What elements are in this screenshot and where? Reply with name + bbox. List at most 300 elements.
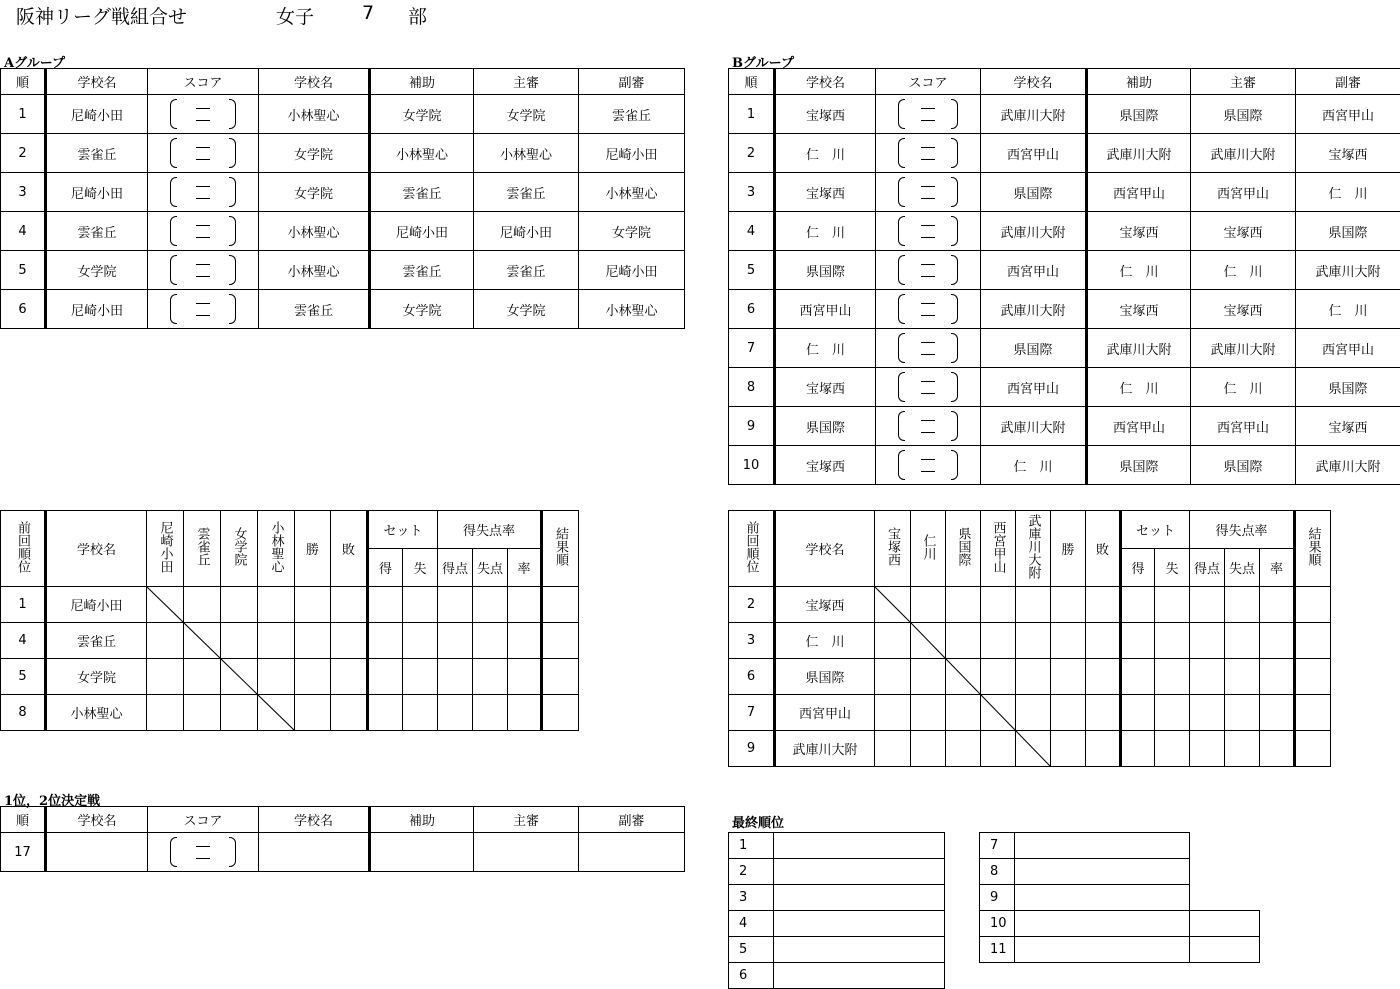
opponent-header-text: 西宮甲山 <box>990 520 1006 573</box>
opponent-header <box>911 511 946 587</box>
points-against-header: 失点 <box>1225 549 1260 587</box>
win-cell[interactable] <box>295 659 331 695</box>
prev-rank-cell: 6 <box>729 659 775 695</box>
team1-cell: 尼崎小田 <box>46 95 148 134</box>
score-cell[interactable] <box>876 251 981 290</box>
standings-row <box>1 695 579 731</box>
team2-cell[interactable] <box>259 833 370 872</box>
diagonal-cell <box>147 587 184 623</box>
final-match-table <box>0 806 685 872</box>
set-lost-header: 失 <box>403 549 438 587</box>
opponent-header <box>147 511 184 587</box>
rank-row <box>729 963 945 989</box>
diagonal-cell <box>221 659 258 695</box>
division-suffix: 部 <box>408 6 428 28</box>
sub-referee-cell: 小林聖心 <box>579 173 685 212</box>
col-sub-referee: 副審 <box>579 69 685 95</box>
points-for-cell[interactable] <box>1190 695 1225 731</box>
diagonal-cell <box>184 623 221 659</box>
set-won-cell[interactable] <box>368 695 403 731</box>
result-cell[interactable] <box>911 659 946 695</box>
set-won-header: 得 <box>1121 549 1155 587</box>
score-cell[interactable] <box>148 251 259 290</box>
diagonal-cell <box>911 623 946 659</box>
assist-cell: 小林聖心 <box>370 134 474 173</box>
opponent-header <box>875 511 911 587</box>
page-title: 阪神リーグ戦組合せ <box>16 6 188 28</box>
rank-school-cell[interactable] <box>774 859 945 885</box>
score-cell[interactable] <box>876 173 981 212</box>
result-cell[interactable] <box>911 587 946 623</box>
col-school: 学校名 <box>46 69 148 95</box>
diagonal-line <box>147 587 183 622</box>
col-assist: 補助 <box>1087 69 1191 95</box>
diagonal-cell <box>1016 731 1051 767</box>
ratio-cell[interactable] <box>1260 695 1295 731</box>
result-cell[interactable] <box>946 731 981 767</box>
col-school: 学校名 <box>46 807 148 833</box>
set-header: セット <box>368 511 438 549</box>
score-cell[interactable] <box>876 329 981 368</box>
match-row <box>729 407 1400 446</box>
opponent-header <box>184 511 221 587</box>
result-cell[interactable] <box>981 587 1016 623</box>
points-for-cell[interactable] <box>438 623 473 659</box>
school-cell: 女学院 <box>46 659 147 695</box>
final-match-label: 1位，2位決定戦 <box>4 794 101 809</box>
score-cell[interactable] <box>876 212 981 251</box>
final-order-cell[interactable] <box>542 587 579 623</box>
rank-row <box>729 833 945 859</box>
loss-header: 敗 <box>1086 511 1121 587</box>
result-cell[interactable] <box>184 587 221 623</box>
sub-referee-cell: 仁 川 <box>1296 290 1400 329</box>
set-lost-cell[interactable] <box>1155 623 1190 659</box>
final-order-cell[interactable] <box>542 623 579 659</box>
points-against-cell[interactable] <box>1225 623 1260 659</box>
rank-number: 1 <box>729 833 774 859</box>
points-for-cell[interactable] <box>1190 731 1225 767</box>
school-header: 学校名 <box>775 511 875 587</box>
loss-cell[interactable] <box>331 623 368 659</box>
division-number: 7 <box>362 2 375 24</box>
team1-cell: 県国際 <box>775 251 876 290</box>
result-cell[interactable] <box>981 623 1016 659</box>
set-lost-cell[interactable] <box>1155 695 1190 731</box>
result-header <box>1295 511 1331 587</box>
set-won-cell[interactable] <box>1121 731 1155 767</box>
team1-cell: 雲雀丘 <box>46 134 148 173</box>
referee-cell: 女学院 <box>474 290 579 329</box>
loss-cell[interactable] <box>1086 659 1121 695</box>
rank-school-cell[interactable] <box>1015 885 1190 911</box>
match-number: 2 <box>729 134 775 173</box>
team2-cell: 武庫川大附 <box>981 407 1087 446</box>
result-cell[interactable] <box>258 623 295 659</box>
match-row <box>1 251 685 290</box>
col-assist: 補助 <box>370 69 474 95</box>
score-cell[interactable] <box>148 290 259 329</box>
referee-cell: 宝塚西 <box>1191 212 1296 251</box>
match-row <box>729 173 1400 212</box>
team2-cell: 小林聖心 <box>259 95 370 134</box>
score-cell[interactable] <box>876 134 981 173</box>
assist-cell: 女学院 <box>370 290 474 329</box>
diagonal-line <box>911 623 945 658</box>
result-cell[interactable] <box>258 587 295 623</box>
set-lost-cell[interactable] <box>1155 731 1190 767</box>
result-cell[interactable] <box>946 623 981 659</box>
result-cell[interactable] <box>221 587 258 623</box>
result-cell[interactable] <box>875 731 911 767</box>
referee-cell: 小林聖心 <box>474 134 579 173</box>
standings-row <box>729 695 1331 731</box>
standings-row <box>729 731 1331 767</box>
match-number: 1 <box>1 95 46 134</box>
opponent-header <box>946 511 981 587</box>
result-cell[interactable] <box>1016 623 1051 659</box>
rank-extra-cell[interactable] <box>1190 937 1260 963</box>
team2-cell: 武庫川大附 <box>981 95 1087 134</box>
final-order-cell[interactable] <box>542 659 579 695</box>
standings-row <box>729 623 1331 659</box>
sub-referee-cell: 西宮甲山 <box>1296 95 1400 134</box>
referee-cell: 雲雀丘 <box>474 251 579 290</box>
prev-rank-cell: 4 <box>1 623 46 659</box>
set-lost-cell[interactable] <box>403 659 438 695</box>
final-ranking-left <box>728 832 945 989</box>
sub-referee-cell: 県国際 <box>1296 368 1400 407</box>
result-cell[interactable] <box>147 623 184 659</box>
loss-cell[interactable] <box>331 659 368 695</box>
loss-header: 敗 <box>331 511 368 587</box>
referee-cell: 雲雀丘 <box>474 173 579 212</box>
set-won-cell[interactable] <box>1121 695 1155 731</box>
result-cell[interactable] <box>911 695 946 731</box>
rank-school-cell[interactable] <box>1015 859 1190 885</box>
match-row <box>729 95 1400 134</box>
score-cell[interactable] <box>148 833 259 872</box>
rank-extra-cell[interactable] <box>1190 833 1260 859</box>
result-cell[interactable] <box>184 695 221 731</box>
referee-cell: 西宮甲山 <box>1191 407 1296 446</box>
team1-cell: 尼崎小田 <box>46 290 148 329</box>
win-cell[interactable] <box>1051 659 1086 695</box>
loss-cell[interactable] <box>1086 731 1121 767</box>
result-cell[interactable] <box>258 659 295 695</box>
set-lost-cell[interactable] <box>403 623 438 659</box>
win-cell[interactable] <box>295 587 331 623</box>
result-cell[interactable] <box>221 623 258 659</box>
team1-cell: 西宮甲山 <box>775 290 876 329</box>
team1-cell: 雲雀丘 <box>46 212 148 251</box>
match-number: 8 <box>729 368 775 407</box>
win-cell[interactable] <box>1051 623 1086 659</box>
score-cell[interactable] <box>148 212 259 251</box>
score-cell[interactable] <box>876 446 981 485</box>
match-number: 9 <box>729 407 775 446</box>
rank-school-cell[interactable] <box>774 833 945 859</box>
ratio-cell[interactable] <box>1260 659 1295 695</box>
win-cell[interactable] <box>295 695 331 731</box>
prev-rank-cell: 1 <box>1 587 46 623</box>
rank-number: 5 <box>729 937 774 963</box>
points-against-cell[interactable] <box>473 659 508 695</box>
final-order-cell[interactable] <box>1295 731 1331 767</box>
rank-row <box>980 859 1260 885</box>
points-against-cell[interactable] <box>473 623 508 659</box>
score-cell[interactable] <box>876 95 981 134</box>
referee-cell[interactable] <box>474 833 579 872</box>
set-lost-cell[interactable] <box>1155 587 1190 623</box>
assist-cell: 仁 川 <box>1087 368 1191 407</box>
result-cell[interactable] <box>875 623 911 659</box>
sub-referee-cell: 宝塚西 <box>1296 407 1400 446</box>
sub-referee-cell: 西宮甲山 <box>1296 329 1400 368</box>
assist-cell: 女学院 <box>370 95 474 134</box>
result-cell[interactable] <box>981 731 1016 767</box>
assist-cell: 尼崎小田 <box>370 212 474 251</box>
rank-row <box>980 911 1260 937</box>
final-order-cell[interactable] <box>1295 623 1331 659</box>
win-header: 勝 <box>1051 511 1086 587</box>
result-header-text: 結果順 <box>553 527 569 566</box>
rank-extra-cell[interactable] <box>1190 859 1260 885</box>
assist-cell: 県国際 <box>1087 446 1191 485</box>
win-cell[interactable] <box>1051 695 1086 731</box>
sub-referee-cell: 女学院 <box>579 212 685 251</box>
prev-rank-cell: 8 <box>1 695 46 731</box>
score-cell[interactable] <box>148 95 259 134</box>
col-referee: 主審 <box>474 69 579 95</box>
result-cell[interactable] <box>981 659 1016 695</box>
rank-extra-cell[interactable] <box>1190 885 1260 911</box>
standings-row <box>729 659 1331 695</box>
win-cell[interactable] <box>295 623 331 659</box>
match-number: 4 <box>1 212 46 251</box>
standings-row <box>729 587 1331 623</box>
ratio-cell[interactable] <box>508 695 542 731</box>
result-cell[interactable] <box>1016 695 1051 731</box>
rank-row <box>980 885 1260 911</box>
points-for-cell[interactable] <box>438 587 473 623</box>
set-won-cell[interactable] <box>368 659 403 695</box>
points-against-cell[interactable] <box>473 587 508 623</box>
set-won-cell[interactable] <box>368 623 403 659</box>
final-order-cell[interactable] <box>1295 695 1331 731</box>
assist-cell[interactable] <box>370 833 474 872</box>
set-lost-cell[interactable] <box>403 587 438 623</box>
set-header: セット <box>1121 511 1190 549</box>
team1-cell: 仁 川 <box>775 212 876 251</box>
match-number: 10 <box>729 446 775 485</box>
col-score: スコア <box>148 69 259 95</box>
result-cell[interactable] <box>1016 659 1051 695</box>
opponent-header <box>1016 511 1051 587</box>
set-won-cell[interactable] <box>1121 623 1155 659</box>
rank-row <box>729 937 945 963</box>
opponent-header-text: 尼崎小田 <box>157 520 173 573</box>
points-against-cell[interactable] <box>1225 731 1260 767</box>
assist-cell: 宝塚西 <box>1087 212 1191 251</box>
result-cell[interactable] <box>946 695 981 731</box>
team1-cell: 宝塚西 <box>775 95 876 134</box>
diagonal-cell <box>981 695 1016 731</box>
sub-referee-cell[interactable] <box>579 833 685 872</box>
points-for-cell[interactable] <box>438 659 473 695</box>
diagonal-line <box>875 587 910 622</box>
opponent-header-text: 女学院 <box>231 527 247 566</box>
match-row <box>1 290 685 329</box>
win-cell[interactable] <box>1051 731 1086 767</box>
win-header: 勝 <box>295 511 331 587</box>
rank-school-cell[interactable] <box>774 885 945 911</box>
rank-school-cell[interactable] <box>774 911 945 937</box>
rank-school-cell[interactable] <box>1015 833 1190 859</box>
score-cell[interactable] <box>876 368 981 407</box>
ratio-cell[interactable] <box>1260 623 1295 659</box>
match-number: 6 <box>729 290 775 329</box>
ratio-cell[interactable] <box>1260 731 1295 767</box>
result-cell[interactable] <box>184 659 221 695</box>
team1-cell[interactable] <box>46 833 148 872</box>
final-order-cell[interactable] <box>1295 587 1331 623</box>
opponent-header-text: 県国際 <box>955 527 971 566</box>
score-cell[interactable] <box>876 407 981 446</box>
loss-cell[interactable] <box>331 695 368 731</box>
set-won-cell[interactable] <box>368 587 403 623</box>
loss-cell[interactable] <box>331 587 368 623</box>
match-number: 4 <box>729 212 775 251</box>
result-cell[interactable] <box>221 695 258 731</box>
match-number: 5 <box>1 251 46 290</box>
final-ranking-label: 最終順位 <box>732 816 785 831</box>
result-cell[interactable] <box>875 659 911 695</box>
match-number: 3 <box>729 173 775 212</box>
match-number: 7 <box>729 329 775 368</box>
ratio-header: 率 <box>1260 549 1295 587</box>
rank-extra-cell[interactable] <box>1190 911 1260 937</box>
team1-cell: 県国際 <box>775 407 876 446</box>
score-cell[interactable] <box>148 173 259 212</box>
team2-cell: 武庫川大附 <box>981 212 1087 251</box>
loss-cell[interactable] <box>1086 623 1121 659</box>
team2-cell: 西宮甲山 <box>981 251 1087 290</box>
diagonal-line <box>1016 731 1050 766</box>
point-ratio-header: 得失点率 <box>1190 511 1295 549</box>
group-b-label: Bグループ <box>732 56 794 71</box>
rank-number: 6 <box>729 963 774 989</box>
col-score: スコア <box>876 69 981 95</box>
rank-row <box>729 859 945 885</box>
opponent-header-text: 小林聖心 <box>268 520 284 573</box>
result-cell[interactable] <box>911 731 946 767</box>
opponent-header-text: 仁川 <box>920 533 936 560</box>
set-lost-cell[interactable] <box>403 695 438 731</box>
sub-referee-cell: 尼崎小田 <box>579 251 685 290</box>
team2-cell: 仁 川 <box>981 446 1087 485</box>
rank-number: 10 <box>980 911 1015 937</box>
ratio-cell[interactable] <box>508 659 542 695</box>
prev-rank-cell: 2 <box>729 587 775 623</box>
assist-cell: 県国際 <box>1087 95 1191 134</box>
prev-rank-header-text: 前回順位 <box>15 520 30 573</box>
points-against-cell[interactable] <box>1225 659 1260 695</box>
group-a-standings <box>0 510 579 731</box>
result-cell[interactable] <box>946 587 981 623</box>
school-cell: 小林聖心 <box>46 695 147 731</box>
final-order-cell[interactable] <box>1295 659 1331 695</box>
points-against-cell[interactable] <box>473 695 508 731</box>
standings-row <box>1 587 579 623</box>
prev-rank-cell: 9 <box>729 731 775 767</box>
referee-cell: 県国際 <box>1191 95 1296 134</box>
assist-cell: 宝塚西 <box>1087 290 1191 329</box>
points-for-header: 得点 <box>1190 549 1225 587</box>
ratio-cell[interactable] <box>508 587 542 623</box>
match-row <box>729 212 1400 251</box>
set-won-cell[interactable] <box>1121 659 1155 695</box>
loss-cell[interactable] <box>1086 695 1121 731</box>
points-for-cell[interactable] <box>1190 623 1225 659</box>
match-row <box>1 134 685 173</box>
rank-school-cell[interactable] <box>774 963 945 989</box>
score-cell[interactable] <box>876 290 981 329</box>
points-for-header: 得点 <box>438 549 473 587</box>
result-cell[interactable] <box>1016 587 1051 623</box>
ratio-cell[interactable] <box>1260 587 1295 623</box>
final-order-cell[interactable] <box>542 695 579 731</box>
set-lost-cell[interactable] <box>1155 659 1190 695</box>
match-number: 2 <box>1 134 46 173</box>
set-lost-header: 失 <box>1155 549 1190 587</box>
col-order: 順 <box>1 807 46 833</box>
group-a-schedule <box>0 68 685 329</box>
win-cell[interactable] <box>1051 587 1086 623</box>
points-against-cell[interactable] <box>1225 695 1260 731</box>
set-won-cell[interactable] <box>1121 587 1155 623</box>
opponent-header <box>981 511 1016 587</box>
rank-school-cell[interactable] <box>774 937 945 963</box>
col-school: 学校名 <box>981 69 1087 95</box>
rank-school-cell[interactable] <box>1015 937 1190 963</box>
rank-row <box>729 885 945 911</box>
prev-rank-header <box>1 511 46 587</box>
sub-referee-cell: 小林聖心 <box>579 290 685 329</box>
ratio-cell[interactable] <box>508 623 542 659</box>
diagonal-line <box>946 659 980 694</box>
referee-cell: 女学院 <box>474 95 579 134</box>
points-against-header: 失点 <box>473 549 508 587</box>
points-for-cell[interactable] <box>1190 659 1225 695</box>
loss-cell[interactable] <box>1086 587 1121 623</box>
team2-cell: 小林聖心 <box>259 212 370 251</box>
gender-label: 女子 <box>276 6 315 28</box>
prev-rank-cell: 5 <box>1 659 46 695</box>
result-cell[interactable] <box>147 695 184 731</box>
points-for-cell[interactable] <box>1190 587 1225 623</box>
result-cell[interactable] <box>875 695 911 731</box>
sub-referee-cell: 尼崎小田 <box>579 134 685 173</box>
col-referee: 主審 <box>1191 69 1296 95</box>
rank-row <box>980 937 1260 963</box>
result-cell[interactable] <box>147 659 184 695</box>
rank-school-cell[interactable] <box>1015 911 1190 937</box>
points-for-cell[interactable] <box>438 695 473 731</box>
points-against-cell[interactable] <box>1225 587 1260 623</box>
score-cell[interactable] <box>148 134 259 173</box>
assist-cell: 仁 川 <box>1087 251 1191 290</box>
